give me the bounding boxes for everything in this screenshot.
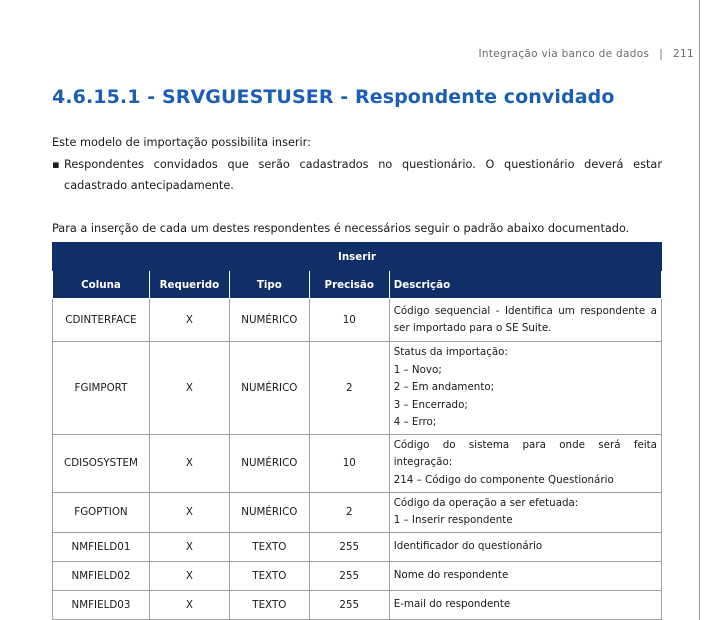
header-section: Integração via banco de dados — [478, 48, 650, 60]
intro-text: Este modelo de importação possibilita inserir: — [52, 136, 311, 149]
cell-descricao — [389, 342, 661, 435]
cell-tipo: TEXTO — [229, 590, 309, 619]
descricao-line: 4 – Erro; — [393, 416, 437, 428]
cell-precisao: 255 — [309, 590, 389, 619]
descricao-line: ser importado para o SE Suite. — [393, 322, 552, 334]
cell-descricao — [389, 299, 661, 342]
cell-coluna: CDISOSYSTEM — [53, 434, 150, 492]
table-row — [53, 561, 662, 590]
cell-tipo: NUMÉRICO — [229, 342, 309, 435]
cell-requerido: X — [149, 532, 229, 561]
cell-descricao — [389, 590, 661, 619]
cell-tipo: NUMÉRICO — [229, 434, 309, 492]
cell-descricao — [389, 532, 661, 561]
col-header-coluna: Coluna — [53, 271, 150, 299]
cell-precisao: 10 — [309, 434, 389, 492]
col-header-precisao: Precisão — [309, 271, 389, 299]
descricao-line: E-mail do respondente — [393, 597, 511, 610]
cell-precisao: 255 — [309, 532, 389, 561]
cell-precisao: 2 — [309, 342, 389, 435]
bullet-marker: ▪ — [52, 158, 60, 171]
table-body — [53, 299, 662, 620]
descricao-line: 3 – Encerrado; — [393, 398, 468, 411]
cell-tipo: TEXTO — [229, 532, 309, 561]
descricao-line: 2 – Em andamento; — [393, 381, 495, 393]
col-header-descricao: Descrição — [389, 271, 661, 299]
cell-precisao: 255 — [309, 561, 389, 590]
descricao-line: integração: — [393, 456, 453, 469]
header-separator: | — [659, 48, 664, 60]
cell-descricao — [389, 492, 661, 532]
cell-requerido: X — [149, 299, 229, 342]
table-row — [53, 492, 662, 532]
descricao-line: 1 – Novo; — [393, 363, 442, 376]
lead-text: Para a inserção de cada um destes respondentes é necessários seguir o padrão abaixo documentado. — [52, 222, 630, 235]
descricao-line: Identificador do questionário — [393, 539, 543, 552]
col-header-requerido: Requerido — [149, 271, 229, 299]
descricao-line: Código da operação a ser efetuada: — [393, 496, 579, 509]
cell-coluna: NMFIELD01 — [53, 532, 150, 561]
cell-tipo: NUMÉRICO — [229, 492, 309, 532]
table-row — [53, 342, 662, 435]
cell-requerido: X — [149, 590, 229, 619]
cell-coluna: NMFIELD03 — [53, 590, 150, 619]
cell-tipo: NUMÉRICO — [229, 299, 309, 342]
bullet-item — [52, 154, 662, 196]
table-row — [53, 590, 662, 619]
cell-precisao: 10 — [309, 299, 389, 342]
cell-coluna: NMFIELD02 — [53, 561, 150, 590]
descricao-line: Código do sistema para onde será feita — [393, 438, 657, 451]
cell-requerido: X — [149, 492, 229, 532]
descricao-line: Status da importação: — [393, 346, 508, 358]
cell-descricao — [389, 434, 661, 492]
bullet-text: Respondentes convidados que serão cadastrados no questionário. O questionário deverá estar cadastrado antecipadamente. — [64, 158, 662, 192]
section-title: 4.6.15.1 - SRVGUESTUSER - Respondente convidado — [52, 86, 615, 108]
table-row — [53, 532, 662, 561]
descricao-line: 214 – Código do componente Questionário — [393, 473, 614, 486]
table-row — [53, 434, 662, 492]
page-number: 211 — [673, 48, 694, 60]
cell-descricao — [389, 561, 661, 590]
table-caption: Inserir — [53, 243, 662, 271]
cell-coluna: FGIMPORT — [53, 342, 150, 435]
cell-coluna: FGOPTION — [53, 492, 150, 532]
descricao-line: Código sequencial - Identifica um respondente a — [393, 304, 657, 317]
table-row — [53, 299, 662, 342]
cell-precisao: 2 — [309, 492, 389, 532]
cell-requerido: X — [149, 561, 229, 590]
cell-tipo: TEXTO — [229, 561, 309, 590]
fields-table — [52, 242, 662, 620]
running-header — [478, 48, 694, 60]
cell-requerido: X — [149, 342, 229, 435]
col-header-tipo: Tipo — [229, 271, 309, 299]
descricao-line: Nome do respondente — [393, 568, 509, 581]
cell-coluna: CDINTERFACE — [53, 299, 150, 342]
cell-requerido: X — [149, 434, 229, 492]
descricao-line: 1 – Inserir respondente — [393, 514, 513, 526]
